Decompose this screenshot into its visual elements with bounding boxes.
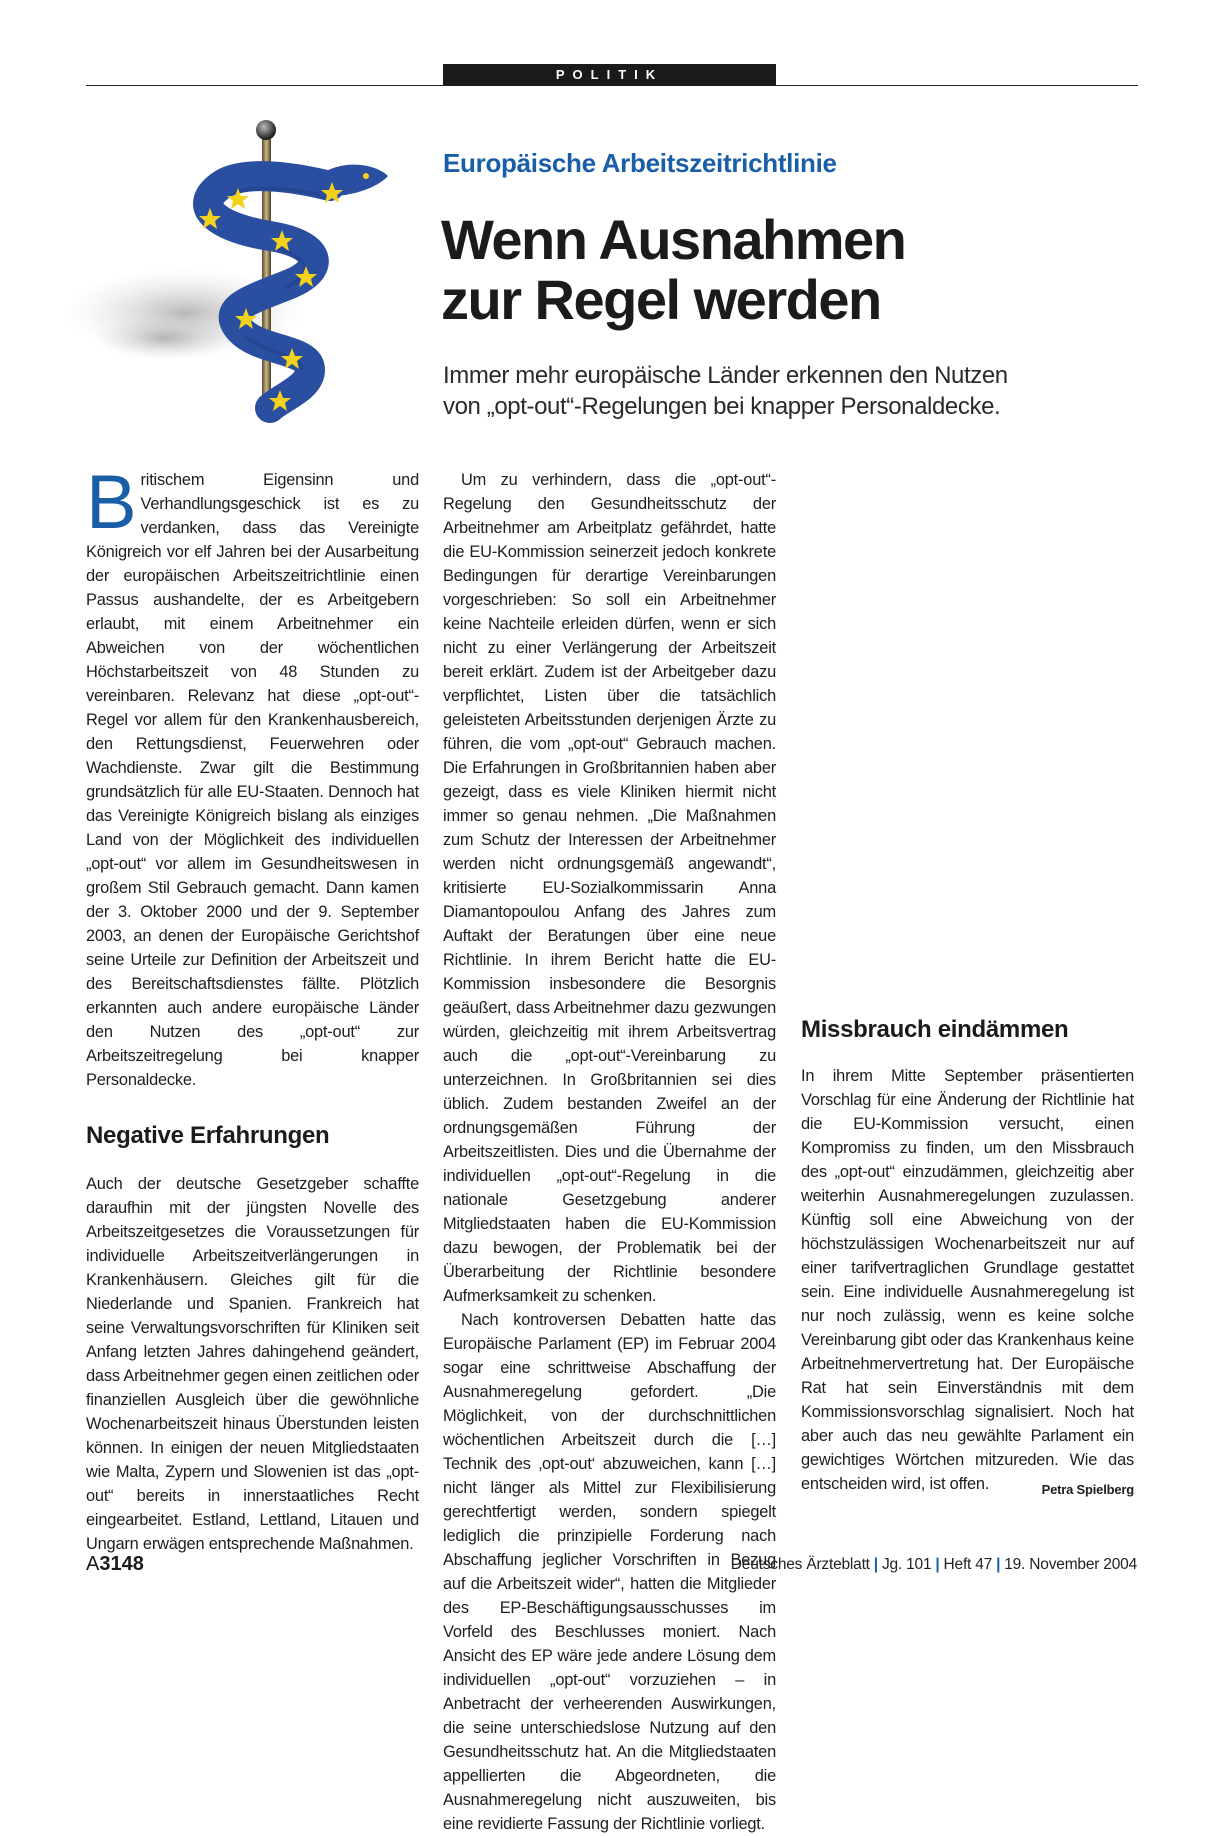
subhead-negative-erfahrungen: Negative Erfahrungen: [86, 1122, 330, 1149]
column-2: [443, 468, 776, 1833]
paragraph-2: Auch der deutsche Gesetzgeber schaffte daraufhin mit der jüngsten Novelle des Arbeitszeitgesetzes die Voraussetzungen für individuelle Arbeitszeitverlängerungen in Krankenhäusern. Gleiches gilt für die Niederlande und Spanien. Frankreich hat seine Verwaltungsvorschriften für Kliniken seit Anfang letzten Jahres dahingehend geändert, dass Arbeitnehmer gegen einen zeitlichen oder finanziellen Ausgleich über die gewöhnliche Wochenarbeitszeit hinaus Überstunden leisten können. In einigen der neuen Mitgliedstaaten wie Malta, Zypern und Slowenien ist das „opt-out“ bereits in innerstaatliches Recht eingearbeitet. Estland, Lettland, Litauen und Ungarn erwägen entsprechende Maßnahmen.: [86, 1175, 419, 1553]
footer-separator: |: [996, 1556, 1001, 1573]
journal-footer: [731, 1556, 1137, 1574]
column-1: [86, 460, 419, 1553]
paragraph-intro-text: ritischem Eigensinn und Verhandlungsgeschick ist es zu verdanken, dass das Vereinigte Königreich vor elf Jahren bei der Ausarbeitung der europäischen Arbeitszeitrichtlinie einen Passus aushandelte, der es Arbeitgebern erlaubt, mit einem Arbeitnehmer ein Abweichen von der wöchentlichen Höchstarbeitszeit von 48 Stunden zu vereinbaren. Relevanz hat diese „opt-out“-Regel vor allem für den Krankenhausbereich, den Rettungsdienst, Feuerwehren oder Wachdienste. Zwar gilt die Bestimmung grundsätzlich für alle EU-Staaten. Dennoch hat das Vereinigte Königreich bislang als einziges Land von der Möglichkeit des individuellen „opt-out“ vor allem im Gesundheitswesen in großem Stil Gebrauch gemacht. Dann kamen der 3. Oktober 2000 und der 9. September 2003, an denen der Europäische Gerichtshof seine Urteile zur Definition der Arbeitszeit und des Bereitschaftsdienstes fällte. Plötzlich erkannten auch andere europäische Länder den Nutzen des „opt-out“ zur Arbeitszeitregelung bei knapper Personaldecke.: [86, 471, 419, 1089]
subhead-missbrauch-eindaemmen: Missbrauch eindämmen: [801, 1016, 1069, 1043]
standfirst-line-2: von „opt-out“-Regelungen bei knapper Personaldecke.: [443, 393, 1001, 420]
paragraph-4: Nach kontroversen Debatten hatte das Europäische Parlament (EP) im Februar 2004 sogar eine schrittweise Abschaffung der Ausnahmeregelung gefordert. „Die Möglichkeit, von der durchschnittlichen wöchentlichen Arbeitszeit durch die […] Technik des ‚opt-out‘ abzuweichen, kann […] nicht länger als Mittel zur Flexibilisierung gerechtfertigt werden, sondern spiegelt lediglich die prinzipielle Forderung nach Abschaffung jeglicher Vorschriften in Bezug auf die Arbeitszeit wider“, hatten die Mitglieder des EP-Beschäftigungsausschusses im Vorfeld des Beschlusses moniert. Nach Ansicht des EP wäre jede andere Lösung dem individuellen „opt-out“ vorzuziehen – in Anbetracht der verheerenden Auswirkungen, die seine unterschiedslose Nutzung auf den Gesundheitsschutz hat. An die Mitgliedstaaten appellierten die Abgeordneten, die Ausnahmeregelung nicht auszuweiten, bis eine revidierte Fassung der Richtlinie vorliegt.: [443, 1311, 776, 1833]
footer-separator: |: [935, 1556, 940, 1573]
headline-line-1: Wenn Ausnahmen: [441, 208, 906, 271]
article-headline: [441, 210, 1081, 330]
article-standfirst: [443, 360, 1123, 422]
journal-date: 19. November 2004: [1004, 1556, 1137, 1573]
author-byline: Petra Spielberg: [1041, 1482, 1134, 1497]
article-kicker: Europäische Arbeitszeitrichtlinie: [443, 148, 837, 178]
headline-line-2: zur Regel werden: [441, 268, 881, 331]
page-number: [86, 1553, 144, 1576]
journal-name: Deutsches Ärzteblatt: [730, 1556, 870, 1573]
section-label: POLITIK: [443, 64, 776, 86]
journal-volume: Jg. 101: [881, 1556, 932, 1573]
drop-cap: B: [86, 460, 137, 545]
page-prefix: A: [86, 1553, 100, 1575]
standfirst-line-1: Immer mehr europäische Länder erkennen den Nutzen: [443, 362, 1008, 389]
journal-issue: Heft 47: [943, 1556, 993, 1573]
eu-rod-of-asclepius-icon: [70, 108, 430, 426]
paragraph-5-text: In ihrem Mitte September präsentierten Vorschlag für eine Änderung der Richtlinie hat die EU-Kommission versucht, einen Kompromiss zu finden, um den Missbrauch des „opt-out“ einzudämmen, gleichzeitig aber weiterhin Ausnahmeregelungen zuzulassen. Künftig soll eine Abweichung von der höchstzulässigen Wochenarbeitszeit nur auf einer tarifvertraglichen Grundlage gestattet sein. Eine individuelle Ausnahmeregelung ist nur noch zulässig, wenn es keine solche Vereinbarung gibt oder das Krankenhaus keine Arbeitnehmervertretung hat. Der Europäische Rat hat sein Einverständnis mit dem Kommissionsvorschlag signalisiert. Noch hat aber auch das neu gewählte Parlament ein gewichtiges Wörtchen mitzureden. Wie das entscheiden wird, ist offen.: [801, 1067, 1134, 1493]
page-number-value: 3148: [99, 1553, 144, 1575]
paragraph-5: [801, 1064, 1134, 1496]
paragraph-3: Um zu verhindern, dass die „opt-out“-Regelung den Gesundheitsschutz der Arbeitnehmer am Arbeitplatz gefährdet, hatte die EU-Kommission seinerzeit jedoch konkrete Bedingungen für derartige Vereinbarungen vorgeschrieben: So soll ein Arbeitnehmer keine Nachteile erleiden dürfen, wenn er sich nicht zu einer Verlängerung der Arbeitszeit bereit erklärt. Zudem ist der Arbeitgeber dazu verpflichtet, Listen über die tatsächlich geleisteten Arbeitsstunden derjenigen Ärzte zu führen, die vom „opt-out“ Gebrauch machen. Die Erfahrungen in Großbritannien haben aber gezeigt, dass es viele Kliniken hiermit nicht immer so genau nehmen. „Die Maßnahmen zum Schutz der Interessen der Arbeitnehmer werden nicht ordnungsgemäß angewandt“, kritisierte EU-Sozialkommissarin Anna Diamantopoulou Anfang des Jahres zum Auftakt der Beratungen über eine neue Richtlinie. In ihrem Bericht hatte die EU-Kommission insbesondere die Besorgnis geäußert, dass Arbeitnehmer dazu gezwungen würden, gleichzeitig mit ihrem Arbeitsvertrag auch die „opt-out“-Vereinbarung zu unterzeichnen. In Großbritannien sei dies üblich. Zudem bestanden Zweifel an der ordnungsgemäßen Führung der Arbeitszeitlisten. Dies und die Übernahme der individuellen „opt-out“-Regelung in die nationale Gesetzgebung anderer Mitgliedstaaten haben die EU-Kommission dazu bewogen, der Problematik bei der Überarbeitung der Richtlinie besondere Aufmerksamkeit zu schenken.: [443, 471, 776, 1305]
footer-separator: |: [873, 1556, 878, 1573]
column-3: [801, 468, 1134, 1502]
paragraph-intro: [86, 460, 419, 1092]
